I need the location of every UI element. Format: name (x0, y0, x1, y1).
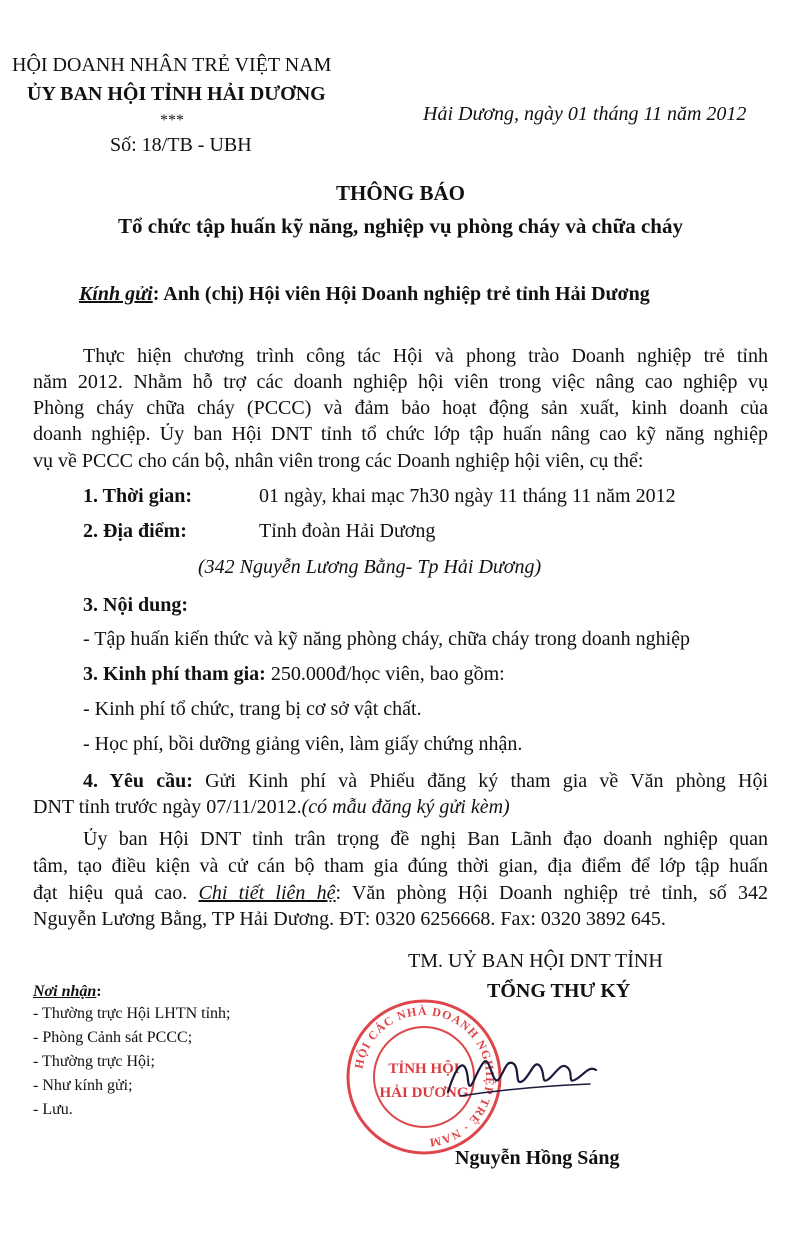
seal-line1: TỈNH HỘI (388, 1061, 460, 1077)
signer-name: Nguyễn Hồng Sáng (455, 1147, 620, 1169)
document-number: Số: 18/TB - UBH (110, 134, 252, 156)
place-value: Tỉnh đoàn Hải Dương (259, 520, 436, 542)
time-label: 1. Thời gian: (83, 485, 193, 507)
receiver-item: - Lưu. (33, 1101, 73, 1118)
content-value: - Tập huấn kiến thức và kỹ năng phòng cháy, chữa cháy trong doanh nghiệp (83, 628, 691, 650)
place-date: Hải Dương, ngày 01 tháng 11 năm 2012 (423, 103, 747, 125)
receiver-item: - Phòng Cảnh sát PCCC; (33, 1029, 193, 1046)
org-committee: ỦY BAN HỘI TỈNH HẢI DƯƠNG (27, 83, 326, 105)
contact-text: : Văn phòng Hội Doanh nghiệp trẻ tỉnh, số 342 (335, 882, 768, 904)
place-label: 2. Địa điểm: (83, 520, 187, 542)
requirement-note: (có mẫu đăng ký gửi kèm) (301, 796, 510, 818)
requirement-text: Gửi Kinh phí và Phiếu đăng ký tham gia về Văn phòng Hội (192, 770, 768, 792)
recipient-text: : Anh (chị) Hội viên Hội Doanh nghiệp trẻ tỉnh Hải Dương (152, 283, 650, 305)
intro-line: Phòng cháy chữa cháy (PCCC) và đảm bảo hoạt động sản xuất, kinh doanh của (33, 397, 768, 419)
signature-role: TỔNG THƯ KÝ (487, 980, 631, 1002)
recipient-label: Kính gửi (79, 283, 153, 305)
seal-line2: HẢI DƯƠNG (379, 1085, 469, 1101)
requirement-line (83, 770, 768, 793)
content-label: 3. Nội dung: (83, 594, 189, 616)
closing-text: đạt hiệu quả cao. (33, 882, 199, 904)
fee-item: - Học phí, bồi dưỡng giảng viên, làm giấy chứng nhận. (83, 733, 523, 755)
document-title: THÔNG BÁO (336, 181, 465, 205)
closing-line (33, 882, 768, 905)
fee-value: 250.000đ/học viên, bao gồm: (265, 663, 505, 685)
fee-item: - Kinh phí tổ chức, trang bị cơ sở vật chất. (83, 698, 422, 720)
receivers-title: Nơi nhận (33, 983, 97, 1000)
intro-line: Thực hiện chương trình công tác Hội và phong trào Doanh nghiệp trẻ tỉnh (83, 345, 768, 367)
closing-line: Ủy ban Hội DNT tỉnh trân trọng đề nghị Ban Lãnh đạo doanh nghiệp quan (83, 828, 768, 850)
receiver-item: - Thường trực Hội LHTN tỉnh; (33, 1005, 231, 1022)
org-name: HỘI DOANH NHÂN TRẺ VIỆT NAM (12, 54, 332, 76)
document-subtitle: Tổ chức tập huấn kỹ năng, nghiệp vụ phòng cháy và chữa cháy (118, 214, 683, 238)
seal-outer-text: HỘI CÁC NHÀ DOANH NGHIỆP TRẺ · NAM (351, 1003, 498, 1151)
fee-line (83, 663, 505, 686)
signature-org: TM. UỶ BAN HỘI DNT TỈNH (408, 950, 663, 972)
requirement-line-2 (33, 796, 510, 819)
handwritten-signature (440, 1040, 600, 1110)
requirement-deadline: DNT tỉnh trước ngày 07/11/2012. (33, 796, 302, 818)
place-address: (342 Nguyễn Lương Bằng- Tp Hải Dương) (198, 556, 542, 578)
intro-line: vụ về PCCC cho cán bộ, nhân viên trong các Doanh nghiệp hội viên, cụ thể: (33, 450, 644, 472)
closing-line: tâm, tạo điều kiện và cử cán bộ tham gia đúng thời gian, địa điểm để lớp tập huấn (33, 855, 768, 877)
time-value: 01 ngày, khai mạc 7h30 ngày 11 tháng 11 năm 2012 (259, 485, 676, 507)
contact-info: Nguyễn Lương Bằng, TP Hải Dương. ĐT: 0320 6256668. Fax: 0320 3892 645. (33, 908, 666, 930)
receivers-title-line (33, 983, 102, 1001)
contact-label: Chi tiết liên hệ (198, 882, 336, 904)
intro-line: doanh nghiệp. Ủy ban Hội DNT tỉnh tổ chức lớp tập huấn nâng cao kỹ năng nghiệp (33, 423, 768, 445)
requirement-label: 4. Yêu cầu: (83, 770, 193, 792)
receiver-item: - Thường trực Hội; (33, 1053, 155, 1070)
recipient-line (79, 283, 650, 306)
header-stars: *** (160, 112, 184, 129)
receivers-colon: : (96, 983, 102, 1000)
receiver-item: - Như kính gửi; (33, 1077, 133, 1094)
fee-label: 3. Kinh phí tham gia: (83, 663, 266, 685)
intro-line: năm 2012. Nhằm hỗ trợ các doanh nghiệp hội viên trong việc nâng cao nghiệp vụ (33, 371, 768, 393)
